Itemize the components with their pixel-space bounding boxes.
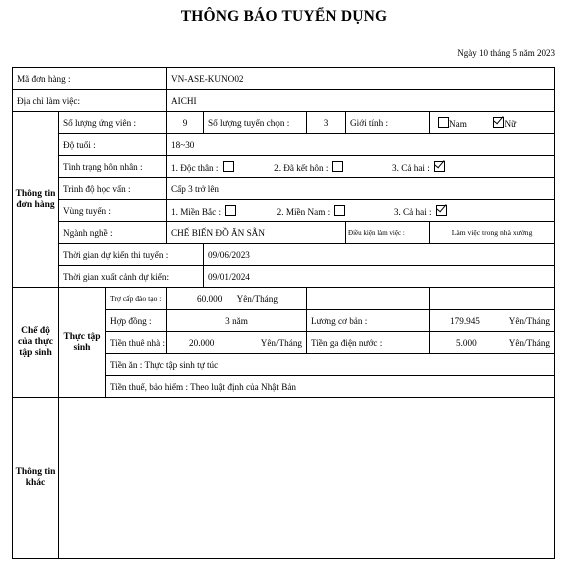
salary-value: 179.945: [450, 315, 480, 326]
region-label: Vùng tuyển :: [59, 200, 167, 222]
salary-unit: Yên/Tháng: [508, 315, 551, 326]
rent-value: 20.000: [189, 337, 215, 348]
region-opt2-label: 2. Miền Nam :: [276, 206, 331, 217]
sub-section-intern: Thực tập sinh: [59, 288, 106, 398]
meal-text: Tiền ăn : Thực tập sinh tự túc: [106, 354, 555, 376]
section-other-info: Thông tin khác: [13, 398, 59, 559]
training-amount: [167, 288, 307, 310]
training-row: [13, 288, 555, 310]
work-condition-label: Điều kiện làm việc :: [346, 222, 430, 244]
selected-value: 3: [307, 112, 346, 134]
marital-opt3-label: 3. Cả hai :: [392, 162, 430, 173]
work-condition-value: Làm việc trong nhà xưởng: [430, 222, 555, 244]
gender-options: [430, 112, 555, 134]
job-row: [13, 222, 555, 244]
contract-value: 3 năm: [167, 310, 307, 332]
training-label: Trợ cấp đào tạo :: [106, 288, 167, 310]
gender-male-checkbox[interactable]: [438, 117, 449, 128]
education-label: Trình độ học vấn :: [59, 178, 167, 200]
utilities-label: Tiền ga điện nước :: [307, 332, 430, 354]
training-unit: Yên/Tháng: [236, 293, 278, 304]
education-row: [13, 178, 555, 200]
marital-label: Tình trạng hôn nhân :: [59, 156, 167, 178]
document-date: Ngày 10 tháng 5 năm 2023: [457, 48, 555, 58]
marital-opt1-label: 1. Độc thân :: [171, 162, 219, 173]
address-label: Địa chỉ làm việc:: [13, 90, 167, 112]
region-options: [167, 200, 555, 222]
utilities-unit: Yên/Tháng: [508, 337, 551, 348]
departure-date-value: 09/01/2024: [204, 266, 555, 288]
marital-opt2-label: 2. Đã kết hôn :: [274, 162, 329, 173]
region-opt2-checkbox[interactable]: [334, 205, 345, 216]
gender-female-label: Nữ: [504, 118, 517, 129]
departure-date-label: Thời gian xuất cảnh dự kiến:: [59, 266, 204, 288]
marital-opt1-checkbox[interactable]: [223, 161, 234, 172]
region-row: [13, 200, 555, 222]
section-order-info: Thông tin đơn hàng: [13, 112, 59, 288]
gender-male-label: Nam: [449, 118, 467, 129]
applicants-label: Số lượng ứng viên :: [59, 112, 167, 134]
job-value: CHẾ BIẾN ĐỒ ĂN SẴN: [167, 222, 346, 244]
address-row: [13, 90, 555, 112]
exam-date-label: Thời gian dự kiến thi tuyển :: [59, 244, 204, 266]
selected-label: Số lượng tuyển chọn :: [204, 112, 307, 134]
section-intern-regime: Chế độ của thực tập sinh: [13, 288, 59, 398]
applicants-value: 9: [167, 112, 204, 134]
marital-row: [13, 156, 555, 178]
contract-label: Hợp đồng :: [106, 310, 167, 332]
region-opt3-label: 3. Cả hai :: [393, 206, 432, 217]
salary-label: Lương cơ bản :: [307, 310, 430, 332]
training-value: 60.000: [197, 293, 223, 304]
training-empty-2: [430, 288, 555, 310]
exam-date-value: 09/06/2023: [204, 244, 555, 266]
other-info-content: [59, 398, 555, 559]
job-label: Ngành nghề :: [59, 222, 167, 244]
recruitment-form: [12, 67, 555, 559]
applicants-row: [13, 112, 555, 134]
age-row: [13, 134, 555, 156]
rent-amount: [167, 332, 307, 354]
tax-text: Tiền thuế, bảo hiểm : Theo luật định của Nhật Bản: [106, 376, 555, 398]
marital-opt3-checkbox[interactable]: [434, 161, 445, 172]
rent-label: Tiền thuê nhà :: [106, 332, 167, 354]
region-opt3-checkbox[interactable]: [436, 205, 447, 216]
training-empty-1: [307, 288, 430, 310]
marital-opt2-checkbox[interactable]: [332, 161, 343, 172]
other-info-row: [13, 398, 555, 559]
gender-female-checkbox[interactable]: [493, 117, 504, 128]
age-label: Độ tuổi :: [59, 134, 167, 156]
age-value: 18~30: [167, 134, 555, 156]
education-value: Cấp 3 trở lên: [167, 178, 555, 200]
departure-date-row: [13, 266, 555, 288]
utilities-amount: [430, 332, 555, 354]
salary-amount: [430, 310, 555, 332]
utilities-value: 5.000: [456, 337, 477, 348]
marital-options: [167, 156, 555, 178]
document-title: THÔNG BÁO TUYỂN DỤNG: [180, 8, 388, 25]
gender-label: Giới tính :: [346, 112, 430, 134]
order-value: VN-ASE-KUNO02: [167, 68, 555, 90]
order-label: Mã đơn hàng :: [13, 68, 167, 90]
rent-unit: Yên/Tháng: [260, 337, 303, 348]
region-opt1-label: 1. Miền Bắc :: [171, 206, 222, 217]
address-value: AICHI: [167, 90, 555, 112]
exam-date-row: [13, 244, 555, 266]
region-opt1-checkbox[interactable]: [225, 205, 236, 216]
order-row: [13, 68, 555, 90]
